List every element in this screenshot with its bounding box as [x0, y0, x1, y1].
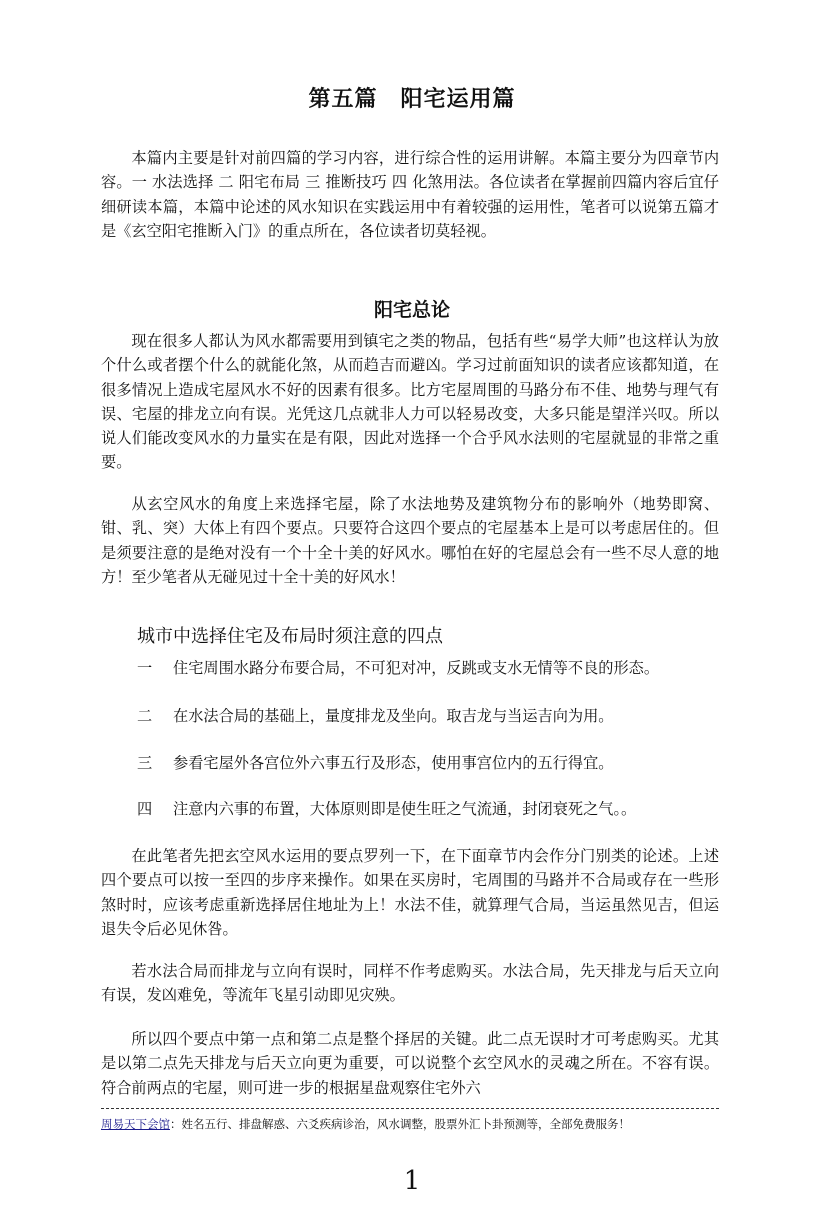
point-text: 在水法合局的基础上，量度排龙及坐向。取吉龙与当运吉向为用。 — [173, 707, 614, 725]
footer-link[interactable]: 周易天下会馆 — [101, 1117, 170, 1131]
point-text: 注意内六事的布置，大体原则即是使生旺之气流通，封闭衰死之气。。 — [173, 800, 637, 818]
body-paragraph-1: 现在很多人都认为风水都需要用到镇宅之类的物品，包括有些“易学大师”也这样认为放个什么或者摆个什么的就能化煞，从而趋吉而避凶。学习过前面知识的读者应该都知道，在很多情况上造成宅屋风水不好的因素有很多。比方宅屋周围的马路分布不佳、地势与理气有误、宅屋的排龙立向有误。光凭这几点就非人力可以轻易改变，大多只能是望洋兴叹。所以说人们能改变风水的力量实在是有限，因此对选择一个合乎风水法则的宅屋就显的非常之重要。 — [101, 332, 719, 472]
footer-note-text: 姓名五行、排盘解惑、六爻疾病诊治，风水调整，股票外汇卜卦预测等，全部免费服务！ — [181, 1117, 630, 1131]
point-item-4 — [137, 797, 737, 821]
point-number: 三 — [137, 754, 153, 772]
point-item-3 — [137, 751, 737, 775]
point-item-1 — [137, 656, 737, 680]
body-paragraph-3: 在此笔者先把玄空风水运用的要点罗列一下，在下面章节内会作分门别类的论述。上述四个要点可以按一至四的步序来操作。如果在买房时，宅周围的马路并不合局或存在一些形煞时时，应该考虑重新选择居住地址为上！水法不佳，就算理气合局，当运虽然见吉，但运退失令后必见休咎。 — [101, 847, 719, 938]
footer-colon: ： — [170, 1117, 182, 1131]
point-text: 参看宅屋外各宫位外六事五行及形态，使用事宫位内的五行得宜。 — [173, 754, 614, 772]
point-number: 四 — [137, 800, 153, 818]
point-item-2 — [137, 704, 737, 728]
point-text: 住宅周围水路分布要合局，不可犯对冲，反跳或支水无情等不良的形态。 — [173, 659, 659, 677]
section-title: 阳宅总论 — [373, 299, 450, 321]
chapter-title: 第五篇 阳宅运用篇 — [308, 87, 516, 112]
body-paragraph-5: 所以四个要点中第一点和第二点是整个择居的关键。此二点无误时才可考虑购买。尤其是以第二点先天排龙与后天立向更为重要，可以说整个玄空风水的灵魂之所在。不容有误。符合前两点的宅屋，则可进一步的根据星盘观察住宅外六 — [101, 1030, 719, 1097]
intro-paragraph: 本篇内主要是针对前四篇的学习内容，进行综合性的运用讲解。本篇主要分为四章节内容。一 水法选择 二 阳宅布局 三 推断技巧 四 化煞用法。各位读者在掌握前四篇内容后宜仔细研读本篇，本篇中论述的风水知识在实践运用中有着较强的运用性，笔者可以说第五篇才是《玄空阳宅推断入门》的重点所在，各位读者切莫轻视。 — [101, 149, 719, 240]
body-paragraph-4: 若水法合局而排龙与立向有误时，同样不作考虑购买。水法合局，先天排龙与后天立向有误，发凶难免，等流年飞星引动即见灾殃。 — [101, 962, 719, 1005]
body-paragraph-2: 从玄空风水的角度上来选择宅屋，除了水法地势及建筑物分布的影响外（地势即窝、钳、乳、突）大体上有四个要点。只要符合这四个要点的宅屋基本上是可以考虑居住的。但是须要注意的是绝对没有一个十全十美的好风水。哪怕在好的宅屋总会有一些不尽人意的地方！至少笔者从无碰见过十全十美的好风水！ — [101, 495, 719, 586]
page-number: 1 — [403, 1166, 421, 1196]
point-number: 二 — [137, 707, 153, 725]
footer-divider — [101, 1108, 719, 1109]
subheading: 城市中选择住宅及布局时须注意的四点 — [137, 626, 443, 647]
footer-note — [101, 1115, 741, 1133]
point-number: 一 — [137, 659, 153, 677]
